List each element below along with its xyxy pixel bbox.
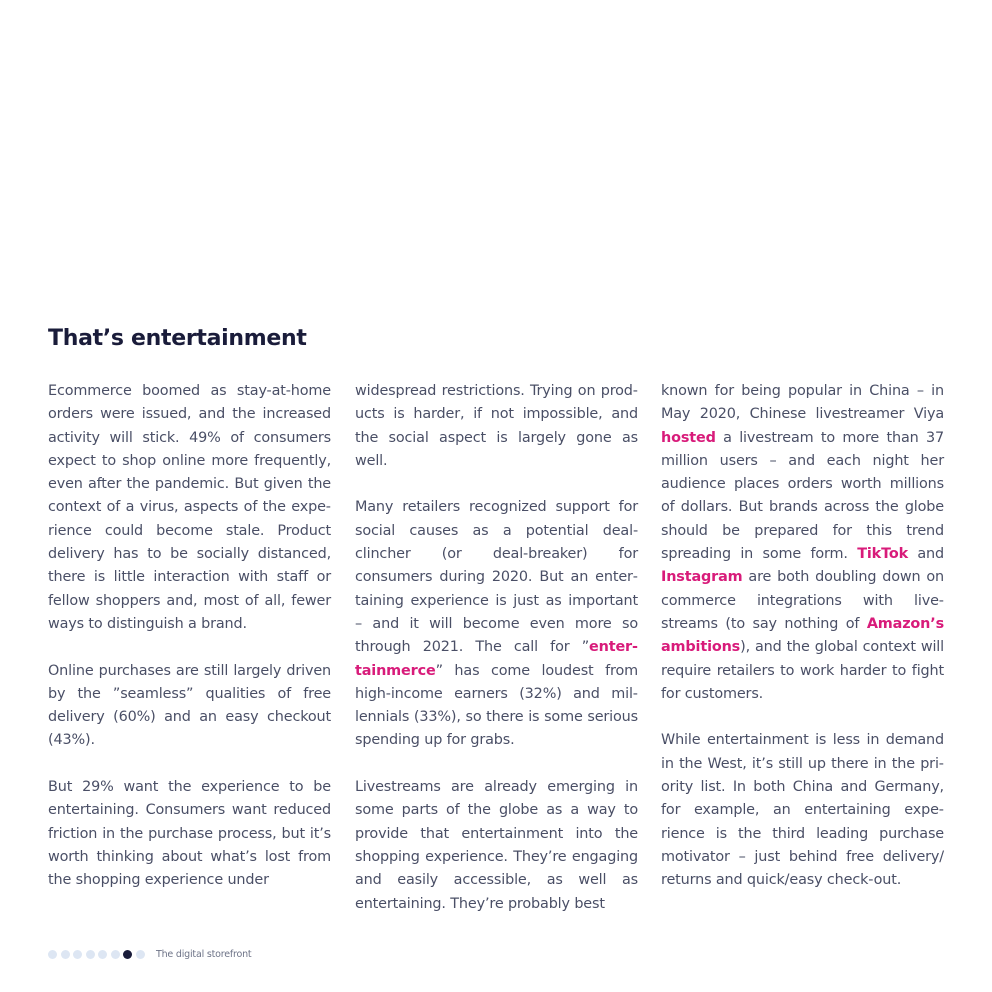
page-dot[interactable] <box>98 950 107 959</box>
text-column-1 <box>48 380 331 916</box>
paragraph: Ecommerce boomed as stay-at-home orders were issued, and the increased activity will stick. 49% of consumers expect to shop online more frequently, even after the pandemic. But given the context of a virus, aspects of the experience could become stale. Product delivery has to be socially distanced, there is little interaction with staff or fellow shoppers and, most of all, fewer ways to distinguish a brand. <box>48 383 331 632</box>
section-heading: That’s entertainment <box>48 326 307 351</box>
tiktok-link[interactable]: TikTok <box>857 546 908 563</box>
paragraph: But 29% want the experience to be entertaining. Consumers want reduced friction in the purchase process, but it’s worth thinking about what’s lost from the shopping experience under <box>48 779 331 889</box>
page-dot[interactable] <box>48 950 57 959</box>
paragraph <box>355 496 638 752</box>
paragraph-text: a livestream to more than 37 million users – and each night her audience places orders worth millions of dollars. But brands across the globe should be prepared for this trend spreading in some form. <box>661 429 944 563</box>
page-dot[interactable] <box>73 950 82 959</box>
paragraph-text: ), and the global context will require retailers to work harder to fight for customers. <box>661 639 944 702</box>
paragraph-text: and <box>907 546 944 563</box>
paragraph: While entertainment is less in demand in the West, it’s still up there in the priority list. In both China and Germany, for example, an entertaining experience is the third leading purchase motivator – just behind free delivery/ returns and quick/easy check-out. <box>661 732 944 889</box>
page-dot[interactable] <box>111 950 120 959</box>
hosted-link[interactable]: hosted <box>661 429 716 446</box>
instagram-link[interactable]: Instagram <box>661 569 743 586</box>
text-column-2 <box>355 380 638 939</box>
paragraph: Livestreams are already emerging in some parts of the globe as a way to provide that entertainment into the shopping experience. They’re engaging and easily accessible, as well as entertaining. They’re probably best <box>355 779 638 912</box>
page-dot[interactable] <box>86 950 95 959</box>
page-dot[interactable] <box>136 950 145 959</box>
page-dot[interactable] <box>61 950 70 959</box>
page-dot-active[interactable] <box>123 950 132 959</box>
text-column-3 <box>661 380 944 916</box>
paragraph-text: are both doubling down on commerce integrations with livestreams (to say nothing of <box>661 569 944 632</box>
paragraph: widespread restrictions. Trying on products is harder, if not impossible, and the social aspect is largely gone as well. <box>355 383 638 469</box>
paragraph-text: ” has come loudest from high-income earners (32%) and millennials (33%), so there is some serious spending up for grabs. <box>355 662 638 749</box>
paragraph: Online purchases are still largely driven by the ”seamless” qualities of free delivery (60%) and an easy checkout (43%). <box>48 662 331 749</box>
paragraph-text: Many retailers recognized support for social causes as a potential deal-clincher (or deal-breaker) for consumers during 2020. But an entertaining experience is just as important – and it will become even more so through 2021. The call for ” <box>355 499 638 656</box>
footer-label: The digital storefront <box>156 948 252 960</box>
page-footer <box>48 947 251 961</box>
entertainmerce-link[interactable]: entertainmerce <box>355 639 638 679</box>
paragraph-text: known for being popular in China – in May 2020, Chinese livestreamer Viya <box>661 383 944 423</box>
paragraph <box>661 380 944 706</box>
page-indicator <box>48 950 148 959</box>
amazon-ambitions-link[interactable]: Amazon’s ambitions <box>661 615 944 656</box>
